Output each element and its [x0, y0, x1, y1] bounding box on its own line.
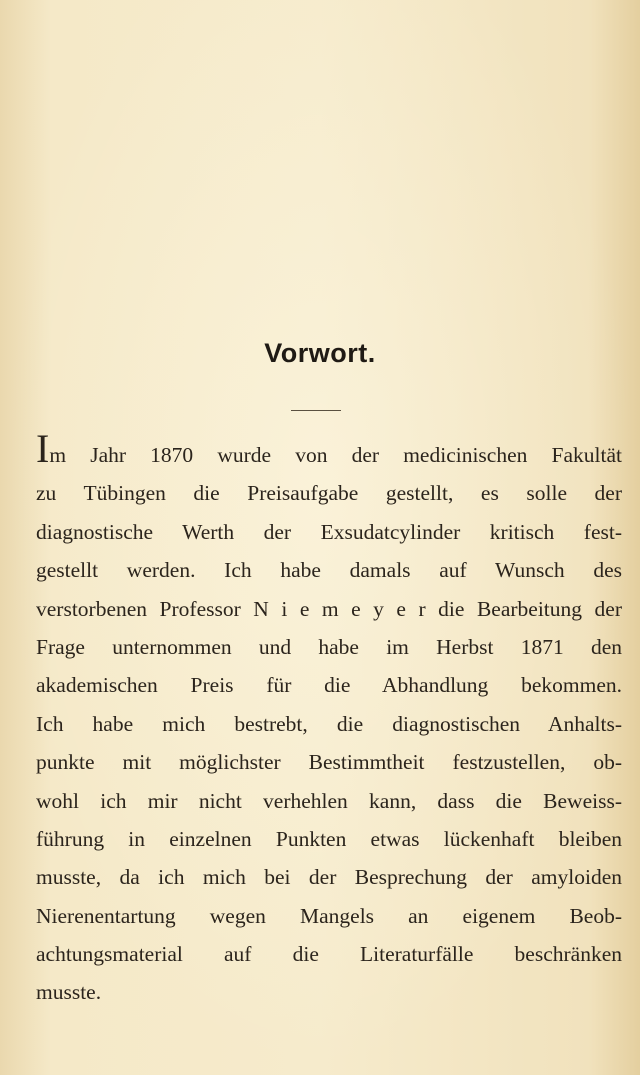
text-line: diagnostische Werth der Exsudatcylinder kritisch fest- — [36, 519, 622, 544]
text-line: punkte mit möglichster Bestimmtheit festzustellen, ob- — [36, 750, 622, 775]
text-line-content: m Jahr 1870 wurde von der medicinischen Fakultät — [49, 443, 622, 467]
text-line: Nierenentartung wegen Mangels an eigenem Beob- — [36, 903, 622, 928]
text-line: führung in einzelnen Punkten etwas lückenhaft bleiben — [36, 826, 622, 851]
text-line — [36, 426, 622, 474]
text-line: akademischen Preis für die Abhandlung bekommen. — [36, 673, 622, 698]
text-line: zu Tübingen die Preisaufgabe gestellt, es solle der — [36, 481, 622, 506]
text-line: wohl ich mir nicht verhehlen kann, dass die Beweiss- — [36, 788, 622, 813]
text-line: Frage unternommen und habe im Herbst 1871 den — [36, 634, 622, 659]
text-line: gestellt werden. Ich habe damals auf Wunsch des — [36, 558, 622, 583]
initial-letter: I — [36, 426, 50, 471]
text-line: musste, da ich mich bei der Besprechung der amyloiden — [36, 865, 622, 890]
text-line: achtungsmaterial auf die Literaturfälle beschränken — [36, 942, 622, 967]
text-line: Ich habe mich bestrebt, die diagnostischen Anhalts- — [36, 711, 622, 736]
text-line: verstorbenen Professor N i e m e y e r die Bearbeitung der — [36, 596, 622, 621]
body-text — [36, 426, 622, 1012]
title-divider — [291, 410, 341, 411]
text-line: musste. — [36, 980, 102, 1005]
page-title: Vorwort. — [264, 338, 376, 368]
